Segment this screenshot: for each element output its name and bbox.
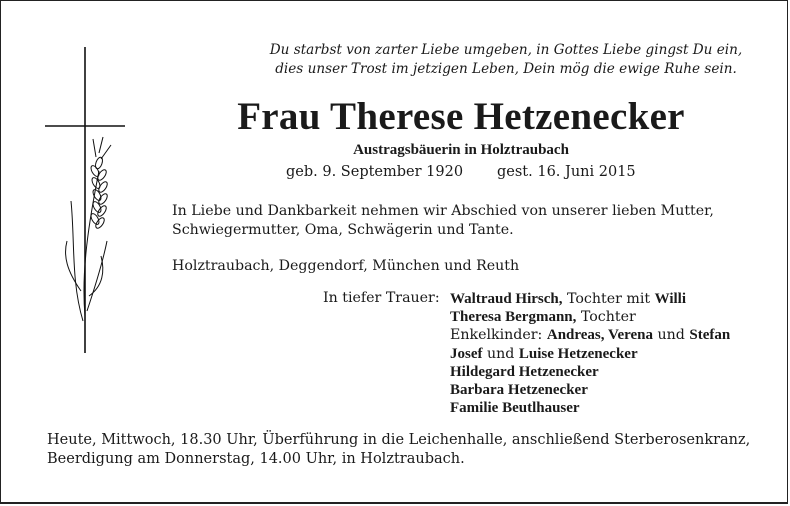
mourning-label: In tiefer Trauer: bbox=[323, 290, 440, 306]
grandchildren-line bbox=[450, 326, 760, 344]
conjunction: und bbox=[653, 327, 690, 344]
birth-date: geb. 9. September 1920 bbox=[286, 164, 464, 180]
deceased-occupation: Austragsbäuerin in Holztraubach bbox=[353, 142, 569, 158]
farewell-line-2: Schwiegermutter, Oma, Schwägerin und Tante. bbox=[172, 222, 514, 238]
verse-line-1: Du starbst von zarter Liebe umgeben, in Gottes Liebe gingst Du ein, bbox=[269, 42, 743, 58]
funeral-details bbox=[47, 431, 767, 469]
mourner-line bbox=[450, 290, 760, 308]
grandchild-name: Luise Hetzenecker bbox=[518, 345, 638, 362]
places-text: Holztraubach, Deggendorf, München und Reuth bbox=[172, 258, 520, 274]
verse-line-2: dies unser Trost im jetzigen Leben, Dein mög die ewige Ruhe sein. bbox=[275, 61, 737, 77]
farewell-text bbox=[172, 202, 757, 240]
grandchildren-names: Andreas, Verena bbox=[546, 327, 653, 344]
grandchild-name: Stefan bbox=[689, 327, 731, 344]
wheat-icon bbox=[66, 137, 111, 321]
mourner-line bbox=[450, 308, 760, 326]
deceased-name: Frau Therese Hetzenecker bbox=[237, 95, 685, 138]
mourner-name: Theresa Bergmann, bbox=[450, 309, 577, 326]
mourner-line: Hildegard Hetzenecker bbox=[450, 363, 599, 380]
mourner-line: Barbara Hetzenecker bbox=[450, 382, 588, 399]
grandchildren-line bbox=[450, 345, 760, 363]
grandchildren-label: Enkelkinder: bbox=[450, 327, 547, 344]
mourner-partner: Willi bbox=[654, 291, 687, 307]
cross-icon bbox=[41, 41, 131, 361]
funeral-line-1: Heute, Mittwoch, 18.30 Uhr, Überführung in die Leichenhalle, anschließend Sterberosenkranz, bbox=[47, 432, 751, 448]
death-date: gest. 16. Juni 2015 bbox=[497, 164, 636, 180]
conjunction: und bbox=[482, 345, 519, 362]
farewell-line-1: In Liebe und Dankbarkeit nehmen wir Abschied von unserer lieben Mutter, bbox=[172, 203, 714, 219]
mourner-relation: Tochter bbox=[576, 309, 636, 326]
mourners-list bbox=[450, 290, 760, 417]
verse bbox=[251, 41, 761, 79]
mourner-relation: Tochter mit bbox=[562, 291, 655, 307]
mourner-name: Waltraud Hirsch, bbox=[450, 291, 563, 307]
funeral-line-2: Beerdigung am Donnerstag, 14.00 Uhr, in Holztraubach. bbox=[47, 451, 465, 467]
grandchild-name: Josef bbox=[450, 345, 483, 362]
mourner-line: Familie Beutlhauser bbox=[450, 400, 580, 417]
